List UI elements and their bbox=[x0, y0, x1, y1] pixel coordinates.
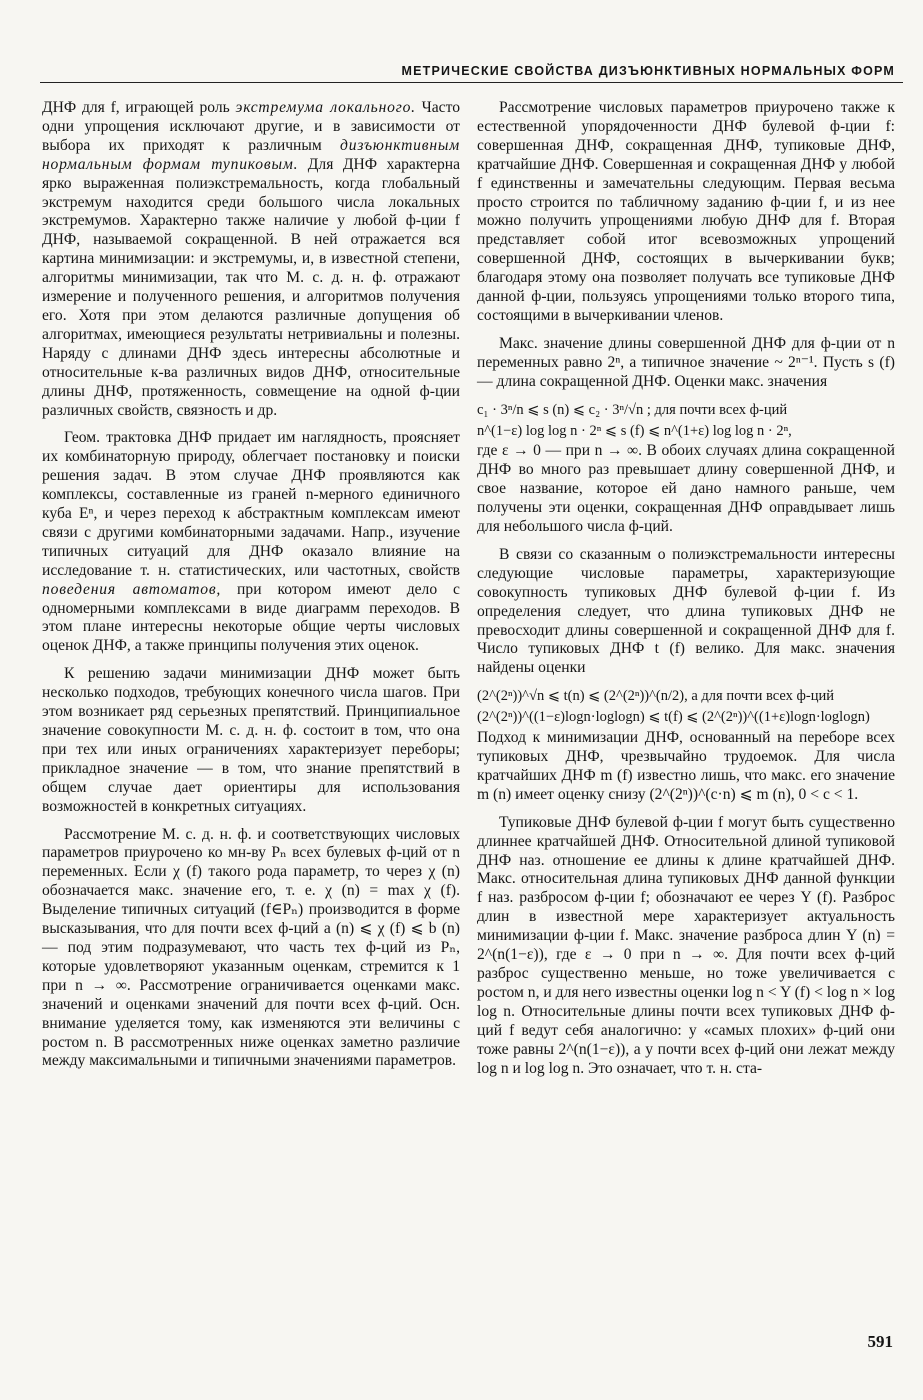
paragraph: К решению задачи минимизации ДНФ может быть несколько подходов, требующих конечного числа шагов. При этом возникает ряд серьезных препятствий. Принципиальное значение совокупности М. с. д. н. ф. состоит в том, что она при тех или иных ограничениях характеризует переборы; прикладное значение — в том, что знание препятствий в общем случае дает ориентиры для использования возможностей в конкретных ситуациях. bbox=[42, 665, 460, 815]
page-number: 591 bbox=[867, 1332, 893, 1351]
paragraph bbox=[477, 546, 895, 678]
term-link[interactable]: поведения автоматов, bbox=[42, 580, 222, 598]
formula: (2^(2ⁿ))^√n ⩽ t(n) ⩽ (2^(2ⁿ))^(n/2), а для почти всех ф-ций bbox=[477, 688, 834, 705]
text-run: Для ДНФ характерна ярко выраженная полиэкстремальность, когда глобальный экстремум находится среди большого числа локальных экстремумов. Характерно также наличие у любой ф-ции f ДНФ, называемой сокращенной. В ней отражается вся картина минимизации: и экстремумы, и, в известной степени, алгоритмы минимизации, так что М. с. д. н. ф. отражают измерение и полученного решения, и алгоритмов получения его. Хотя при этом делаются различные допущения об алгоритмах, имеющиеся результаты нетривиальны и полезны. Наряду с длинами ДНФ здесь интересны абсолютные и относительные к-ва различных видов ДНФ, относительные длины ДНФ, протяженность, совмещение на одной ф-ции различных свойств, связность и др. bbox=[42, 155, 461, 419]
running-header-title: МЕТРИЧЕСКИЕ СВОЙСТВА ДИЗЪЮНКТИВНЫХ НОРМАЛЬНЫХ ФОРМ bbox=[401, 64, 895, 78]
paragraph bbox=[477, 335, 895, 392]
paragraph bbox=[42, 429, 460, 656]
right-column bbox=[477, 99, 895, 1087]
text-run: ДНФ для f, играющей роль bbox=[42, 99, 236, 116]
text-run: Часто одни упрощения исключают другие, и в зависимости от выбора их приходят к различным bbox=[42, 99, 461, 154]
paragraph: Рассмотрение числовых параметров приурочено также к естественной упорядоченности ДНФ булевой ф-ции f: совершенная ДНФ, сокращенная ДНФ, тупиковые ДНФ, кратчайшие ДНФ. Совершенная и сокращенная ДНФ у любой f единственны и замечательны следующим. Первая весьма просто строится по табличному заданию ф-ции f, и из нее можно получить упрощениями любую ДНФ для f. Вторая представляет собой итог всевозможных упрощений совершенной ДНФ, состоящих в вычеркивании букв; благодаря этому она позволяет получать все тупиковые ДНФ данной ф-ции, пользуясь упрощениями только второго типа, состоящими в вычеркивании членов. bbox=[477, 99, 895, 324]
text-run: при котором имеют дело с одномерными комплексами в виде диаграмм переходов. В этом плане интересны некоторые общие черты числовых оценок ДНФ, а также принципы получения этих оценок. bbox=[42, 580, 460, 655]
text-run: Геом. трактовка ДНФ придает им наглядность, проясняет их комбинаторную природу, облегчает постановку и поиски решения задач. В этом случае ДНФ проявляются как комплексы, составленные из граней n-мерного единичного куба Eⁿ, и через переход к абстрактным комплексам имеют связи с другими комбинаторными задачами. Напр., изучение типичных ситуаций для ДНФ оказало влияние на исследование т. н. статистических, или частотных, свойств bbox=[42, 429, 460, 579]
paragraph: Тупиковые ДНФ булевой ф-ции f могут быть существенно длиннее кратчайшей ДНФ. Относительной длиной тупиковой ДНФ наз. отношение ее длины к длине кратчайшей ДНФ. Макс. относительная длина тупиковых ДНФ данной функции f наз. разбросом ф-ции f; обозначают ее через Y (f). Разброс длин в известной мере характеризует актуальность минимизации ф-ции f. Макс. значение разброса длин Y (n) = 2^(n(1−ε)), где ε → 0 при n → ∞. Для почти всех ф-ций разброс существенно меньше, но тоже увеличивается с ростом n, и для него известны оценки log n < Y (f) < log n × log log n. Относительные длины почти всех тупиковых ДНФ ф-ций f ведут себя аналогично: у «самых плохих» ф-ций они тоже равны 2^(n(1−ε)), а у почти всех ф-ций они лежат между log n и log log n. Это означает, что т. н. ста- bbox=[477, 813, 895, 1077]
term-link[interactable]: экстремума локального. bbox=[235, 99, 416, 116]
text-run: В связи со сказанным о полиэкстремальности интересны следующие числовые параметры, характеризующие совокупность тупиковых ДНФ булевой ф-ции f. Из определения следует, что длина тупиковых ДНФ не превосходит длины совершенной и сокращенной ДНФ для f. Число тупиковых ДНФ t (f) велико. Для макс. значения найдены оценки bbox=[477, 545, 895, 677]
text-run: Макс. значение длины совершенной ДНФ для ф-ции от n переменных равно 2ⁿ, а типичное значение ~ 2ⁿ⁻¹. Пусть s (f) — длина сокращенной ДНФ. Оценки макс. значения bbox=[477, 334, 895, 390]
term-link[interactable]: дизъюнктивным нормальным формам тупиковым. bbox=[42, 136, 460, 173]
formula: (2^(2ⁿ))^((1−ε)logn·loglogn) ⩽ t(f) ⩽ (2^(2ⁿ))^((1+ε)logn·loglogn) bbox=[477, 709, 870, 726]
formula: c₁ · 3ⁿ/n ⩽ s (n) ⩽ c₂ · 3ⁿ/√n ; для почти всех ф-ций bbox=[477, 401, 788, 418]
paragraph bbox=[42, 99, 460, 420]
left-column bbox=[42, 99, 460, 1080]
header-rule bbox=[40, 82, 903, 83]
paragraph: где ε → 0 — при n → ∞. В обоих случаях длина сокращенной ДНФ во много раз превышает длину совершенной ДНФ, и свое название, которое ей дано намного раньше, чем получены эти оценки, сокращенная ДНФ оправдывает лишь для небольшого числа ф-ций. bbox=[477, 442, 895, 536]
formula: n^(1−ε) log log n · 2ⁿ ⩽ s (f) ⩽ n^(1+ε) log log n · 2ⁿ, bbox=[477, 422, 792, 439]
paragraph: Подход к минимизации ДНФ, основанный на переборе всех тупиковых ДНФ, чрезвычайно трудоемок. Для числа кратчайших ДНФ m (f) известно лишь, что макс. его значение m (n) имеет оценку снизу (2^(2ⁿ))^(c·n) ⩽ m (n), 0 < c < 1. bbox=[477, 729, 895, 803]
paragraph: Рассмотрение М. с. д. н. ф. и соответствующих числовых параметров приурочено ко мн-ву Pₙ всех булевых ф-ций от n переменных. Если χ (f) такого рода параметр, то через χ (n) обозначается макс. значение его, т. е. χ (n) = max χ (f). Выделение типичных ситуаций (f∈Pₙ) производится в форме высказывания, что для почти всех ф-ций a (n) ⩽ χ (f) ⩽ b (n) — под этим подразумевают, что часть тех ф-ций из Pₙ, которые удовлетворяют указанным оценкам, стремится к 1 при n → ∞. Рассмотрение ограничивается оценками макс. значений и оценками значений для почти всех ф-ций. Осн. внимание уделяется тому, как изменяются эти величины с ростом n. В рассмотренных ниже оценках заметно различие между максимальными и типичными значениями параметров. bbox=[42, 825, 460, 1070]
running-header bbox=[40, 60, 903, 84]
